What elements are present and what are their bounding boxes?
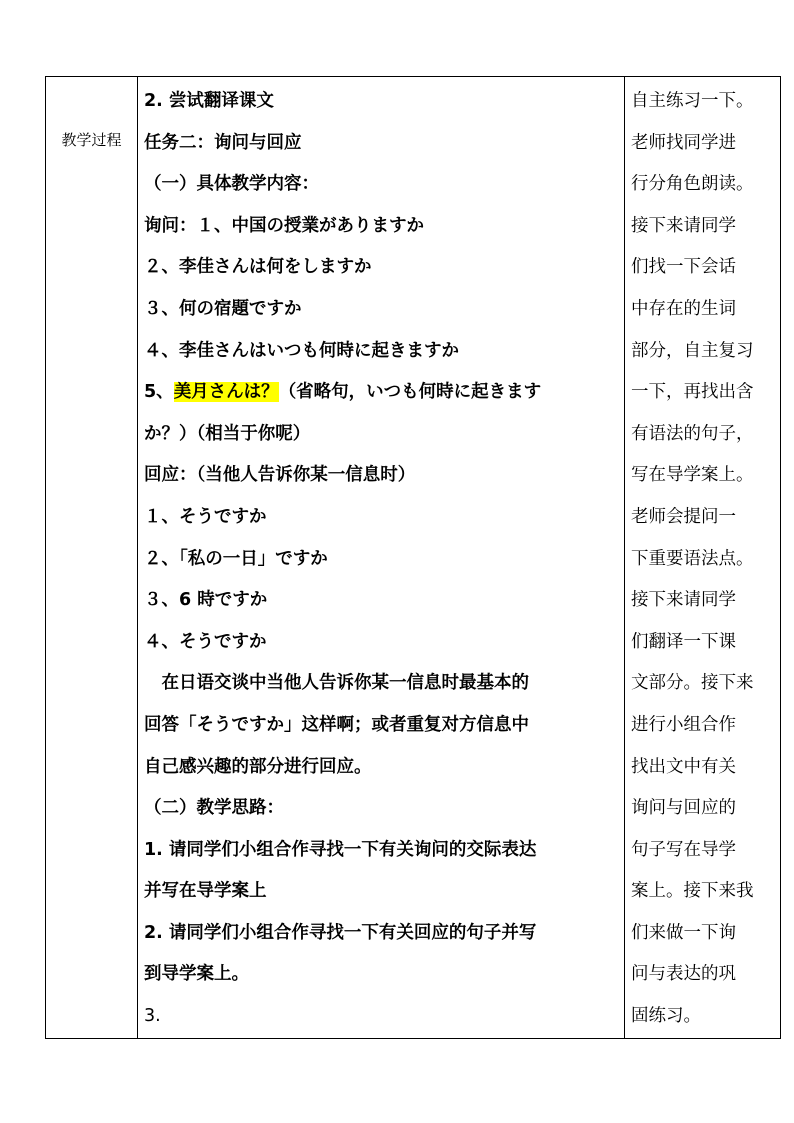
content-line: 并写在导学案上 bbox=[144, 881, 267, 902]
content-line: ２、李佳さんは何をしますか bbox=[144, 257, 372, 278]
table-row bbox=[46, 77, 781, 1039]
note-line: 案上。接下来我 bbox=[631, 881, 754, 902]
content-line: か？）（相当于你呢） bbox=[144, 423, 311, 444]
note-line: 下重要语法点。 bbox=[631, 548, 754, 569]
note-line: 自主练习一下。 bbox=[631, 91, 754, 111]
content-line: ４、そうですか bbox=[144, 631, 267, 652]
note-line: 进行小组合作 bbox=[631, 714, 736, 735]
note-line: 询问与回应的 bbox=[631, 798, 736, 819]
content-line-prefix: 5、 bbox=[144, 382, 174, 403]
content-line: （一）具体教学内容： bbox=[144, 174, 319, 195]
content-line: 在日语交谈中当他人告诉你某一信息时最基本的 bbox=[144, 673, 529, 694]
content-line: ４、李佳さんはいつも何時に起きますか bbox=[144, 340, 459, 361]
note-line: 写在导学案上。 bbox=[631, 465, 754, 486]
content-line: １、そうですか bbox=[144, 506, 267, 527]
content-line: 自己感兴趣的部分进行回应。 bbox=[144, 756, 372, 777]
note-line: 有语法的句子， bbox=[631, 423, 754, 444]
content-line: 任务二：询问与回应 bbox=[144, 132, 302, 153]
note-line: 接下来请同学 bbox=[631, 590, 736, 611]
content-line: ３、6 時ですか bbox=[144, 590, 268, 611]
note-line: 接下来请同学 bbox=[631, 215, 736, 236]
label-cell bbox=[46, 77, 138, 1039]
note-line: 句子写在导学 bbox=[631, 839, 736, 860]
note-line: 固练习。 bbox=[631, 1006, 701, 1027]
note-line: 部分，自主复习 bbox=[631, 340, 754, 361]
lesson-plan-table bbox=[45, 76, 781, 1039]
content-line: （二）教学思路： bbox=[144, 798, 284, 819]
note-line: 老师会提问一 bbox=[631, 506, 736, 527]
content-line: ３、何の宿題ですか bbox=[144, 298, 302, 319]
notes-cell bbox=[625, 77, 781, 1039]
note-line: 找出文中有关 bbox=[631, 756, 736, 777]
note-line: 们找一下会话 bbox=[631, 257, 736, 278]
content-line: 询问：１、中国の授業がありますか bbox=[144, 215, 424, 236]
content-line: 2. 尝试翻译课文 bbox=[144, 91, 274, 111]
content-cell bbox=[138, 77, 625, 1039]
label-text: 教学过程 bbox=[61, 131, 122, 149]
content-line-suffix: （省略句，いつも何時に起きます bbox=[278, 382, 542, 403]
content-line: 到导学案上。 bbox=[144, 964, 249, 985]
note-line: 中存在的生词 bbox=[631, 298, 736, 319]
content-line: 回应：（当他人告诉你某一信息时） bbox=[144, 465, 416, 486]
highlighted-text: 美月さんは？ bbox=[173, 382, 279, 403]
notes-lines bbox=[625, 77, 780, 1038]
note-line: 们来做一下询 bbox=[631, 922, 736, 943]
note-line: 问与表达的巩 bbox=[631, 964, 736, 985]
content-line: 3. bbox=[144, 1006, 161, 1027]
note-line: 文部分。接下来 bbox=[631, 673, 754, 694]
content-line: 回答「そうですか」这样啊；或者重复对方信息中 bbox=[144, 714, 529, 735]
content-line: 2. 请同学们小组合作寻找一下有关回应的句子并写 bbox=[144, 922, 537, 943]
note-line: 一下，再找出含 bbox=[631, 382, 754, 403]
note-line: 老师找同学进 bbox=[631, 132, 736, 153]
content-line bbox=[144, 372, 624, 414]
content-line: ２、「私の一日」ですか bbox=[144, 548, 328, 569]
note-line: 们翻译一下课 bbox=[631, 631, 736, 652]
note-line: 行分角色朗读。 bbox=[631, 174, 754, 195]
content-line: 1. 请同学们小组合作寻找一下有关询问的交际表达 bbox=[144, 839, 537, 860]
content-lines bbox=[138, 77, 624, 1038]
